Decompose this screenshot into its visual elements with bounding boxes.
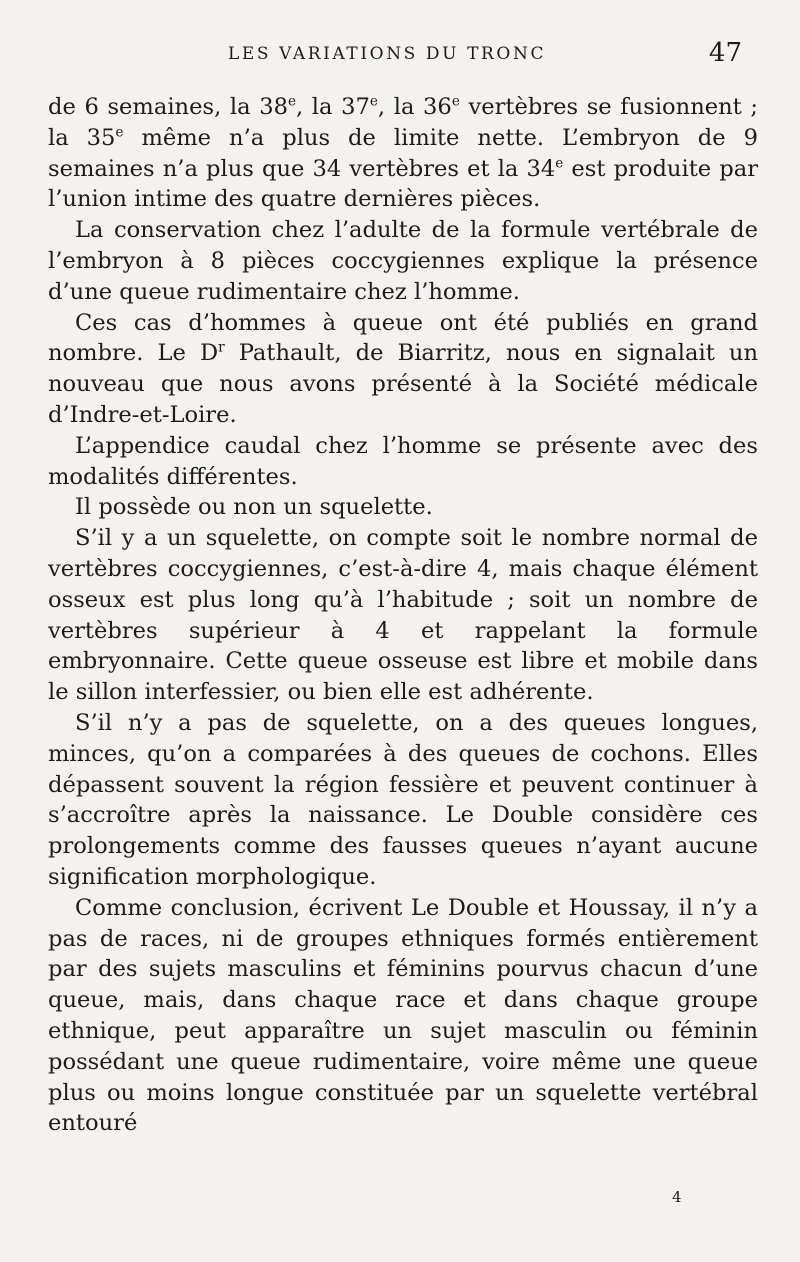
paragraph [48, 308, 758, 431]
text-run: , la 37 [296, 94, 370, 120]
paragraph [48, 92, 758, 215]
paragraph [48, 708, 758, 893]
superscript: e [287, 93, 296, 110]
text-run: Il possède ou non un squelette. [75, 494, 433, 521]
body-text [48, 92, 758, 1139]
superscript: r [218, 339, 225, 356]
running-title: LES VARIATIONS DU TRONC [228, 44, 547, 64]
text-run: , la 36 [377, 94, 452, 120]
text-run: L’appendice caudal chez l’homme se présente avec des modalités différentes. [48, 432, 758, 490]
text-run: La conservation chez l’adulte de la formule vertébrale de l’embryon à 8 pièces coccygiennes explique la présence d’une queue rudimentaire chez l’homme. [48, 217, 758, 305]
paragraph [48, 492, 758, 523]
text-run: vertèbres se fusionnent ; la 35 [48, 94, 758, 151]
superscript: e [451, 93, 460, 110]
text-run: de 6 semaines, la 38 [48, 94, 288, 120]
page-number: 47 [708, 38, 742, 68]
text-run: Ces cas d’hommes à queue ont été publiés en grand nombre. Le D [48, 309, 758, 367]
paragraph [48, 523, 758, 708]
paragraph [48, 893, 758, 1139]
superscript: e [369, 93, 378, 110]
running-header [0, 38, 800, 72]
superscript: e [555, 155, 564, 172]
text-run: Pathault, de Biarritz, nous en signalait un nouveau que nous avons présenté à la Société médicale d’Indre-et-Loire. [48, 340, 758, 428]
paragraph [48, 431, 758, 493]
text-run: même n’a plus de limite nette. L’embryon de 9 semaines n’a plus que 34 vertèbres et la 34 [48, 124, 758, 182]
paragraph [48, 215, 758, 307]
text-run: S’il y a un squelette, on compte soit le nombre normal de vertèbres coccygiennes, c’est-à-dire 4, mais chaque élément osseux est plus long qu’à l’habitude ; soit un nombre de vertèbres supérieur à 4 et rappelant la formule embryonnaire. Cette queue osseuse est libre et mobile dans le sillon interfessier, ou bien elle est adhérente. [48, 525, 758, 706]
signature-mark: 4 [672, 1188, 682, 1206]
text-run: Comme conclusion, écrivent Le Double et Houssay, il n’y a pas de races, ni de groupes ethniques formés entièrement par des sujets masculins et féminins pourvus chacun d’une queue, mais, dans chaque race et dans chaque groupe ethnique, peut apparaître un sujet masculin ou féminin possédant une queue rudimentaire, voire même une queue plus ou moins longue constituée par un squelette vertébral entouré [48, 894, 758, 1137]
superscript: e [115, 124, 124, 141]
text-run: S’il n’y a pas de squelette, on a des queues longues, minces, qu’on a comparées à des queues de cochons. Elles dépassent souvent la région fessière et peuvent continuer à s’accroître après la naissance. Le Double considère ces prolongements comme des fausses queues n’ayant aucune signification morphologique. [48, 709, 758, 890]
text-run: est produite par l’union intime des quatre dernières pièces. [48, 155, 758, 213]
